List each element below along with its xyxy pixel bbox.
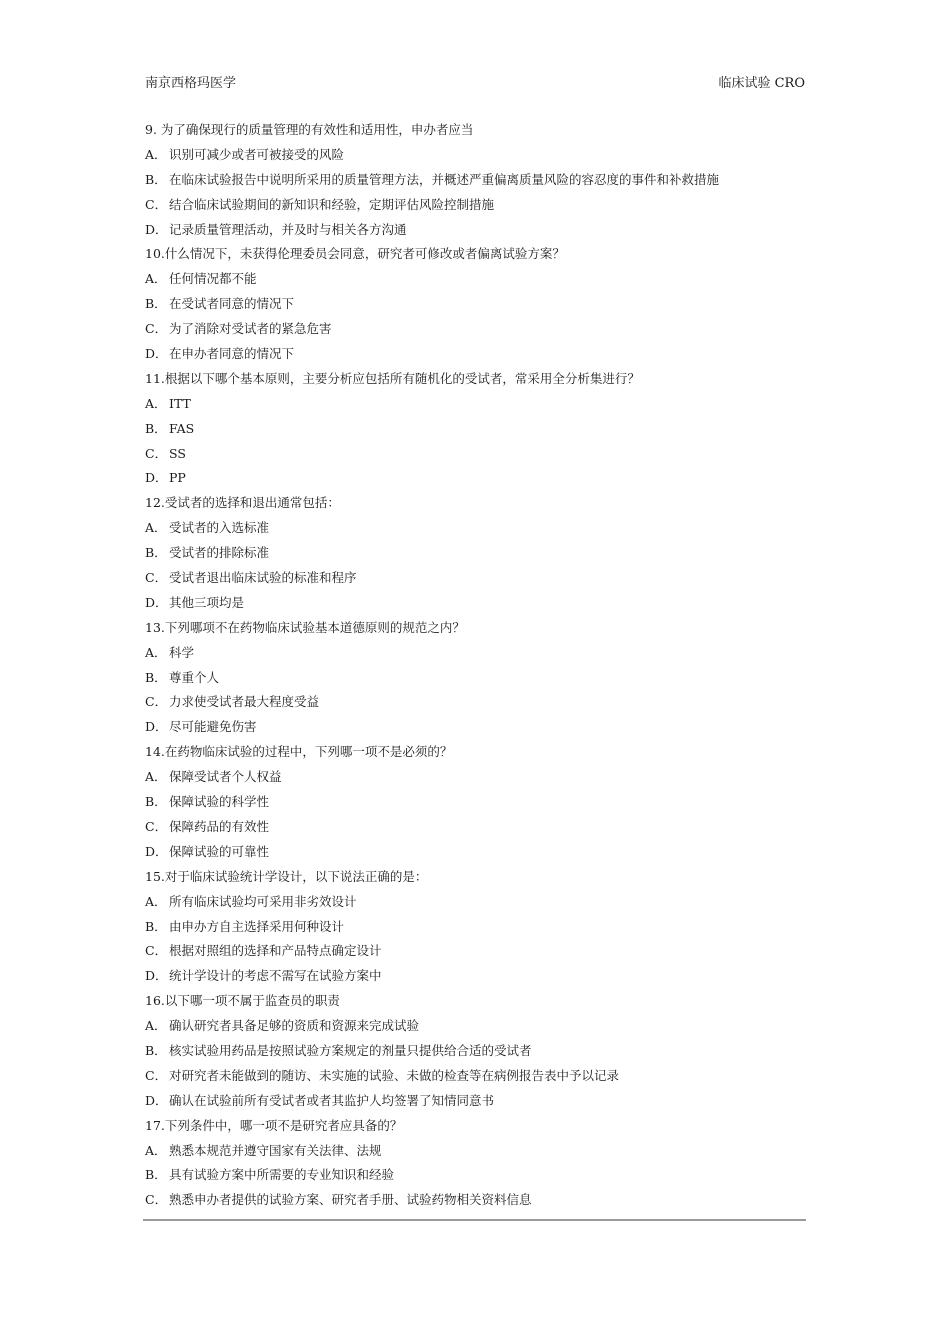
- option-letter: D．: [145, 221, 168, 237]
- option-text: 尊重个人: [169, 669, 220, 685]
- answer-option: [145, 840, 810, 865]
- option-text: 任何情况都不能: [169, 271, 257, 287]
- option-letter: D．: [145, 594, 168, 610]
- answer-option: [145, 292, 810, 317]
- header-category: 临床试验 CRO: [718, 76, 805, 91]
- option-text: 在受试者同意的情况下: [169, 296, 295, 312]
- answer-option: [145, 715, 810, 740]
- answer-option: [145, 218, 810, 243]
- answer-option: [145, 690, 810, 715]
- answer-option: [145, 1188, 810, 1213]
- option-letter: A．: [145, 644, 167, 660]
- answer-option: [145, 964, 810, 989]
- question-stem: 12.受试者的选择和退出通常包括：: [145, 495, 340, 511]
- option-letter: B．: [145, 794, 167, 810]
- answer-option: [145, 1064, 810, 1089]
- option-letter: A．: [145, 1018, 167, 1034]
- option-text: 熟悉申办者提供的试验方案、研究者手册、试验药物相关资料信息: [169, 1192, 532, 1208]
- option-text: 确认在试验前所有受试者或者其监护人均签署了知情同意书: [169, 1092, 495, 1108]
- option-text: PP: [169, 470, 186, 486]
- question-stem: 15.对于临床试验统计学设计，以下说法正确的是：: [145, 868, 428, 884]
- option-text: 在临床试验报告中说明所采用的质量管理方法，并概述严重偏离质量风险的容忍度的事件和补救措施: [169, 171, 720, 187]
- option-letter: B．: [145, 296, 167, 312]
- option-letter: C．: [145, 1067, 168, 1083]
- footer-divider: [143, 1219, 806, 1221]
- question-stem: 17.下列条件中，哪一项不是研究者应具备的？: [145, 1117, 403, 1133]
- option-letter: A．: [145, 769, 167, 785]
- option-text: 确认研究者具备足够的资质和资源来完成试验: [169, 1018, 420, 1034]
- answer-option: [145, 193, 810, 218]
- question-stem: 9. 为了确保现行的质量管理的有效性和适用性，申办者应当: [145, 122, 474, 137]
- option-text: 统计学设计的考虑不需写在试验方案中: [169, 968, 382, 984]
- option-letter: C．: [145, 818, 168, 834]
- option-letter: A．: [145, 893, 167, 909]
- answer-option: [145, 317, 810, 342]
- answer-option: [145, 1014, 810, 1039]
- option-letter: B．: [145, 1167, 167, 1183]
- option-letter: C．: [145, 694, 168, 710]
- answer-option: [145, 267, 810, 292]
- option-text: 科学: [169, 644, 195, 660]
- option-text: 对研究者未能做到的随访、未实施的试验、未做的检查等在病例报告表中予以记录: [169, 1067, 620, 1083]
- option-text: 保障受试者个人权益: [169, 769, 282, 785]
- option-text: 力求使受试者最大程度受益: [169, 694, 320, 710]
- option-text: 保障试验的科学性: [169, 794, 270, 810]
- answer-option: [145, 1163, 810, 1188]
- answer-option: [145, 815, 810, 840]
- option-text: FAS: [169, 420, 195, 436]
- option-text: 受试者的入选标准: [169, 520, 270, 536]
- option-letter: C．: [145, 445, 168, 461]
- answer-option: [145, 541, 810, 566]
- answer-option: [145, 466, 810, 491]
- option-letter: A．: [145, 395, 167, 411]
- answer-option: [145, 566, 810, 591]
- question-stem: 13.下列哪项不在药物临床试验基本道德原则的规范之内？: [145, 619, 465, 635]
- option-text: 所有临床试验均可采用非劣效设计: [169, 893, 357, 909]
- option-text: 识别可减少或者可被接受的风险: [169, 146, 345, 162]
- page-header: [145, 72, 805, 92]
- option-letter: D．: [145, 968, 168, 984]
- option-text: 结合临床试验期间的新知识和经验，定期评估风险控制措施: [169, 196, 495, 212]
- option-letter: C．: [145, 943, 168, 959]
- option-text: 保障药品的有效性: [169, 818, 270, 834]
- answer-option: [145, 1139, 810, 1164]
- answer-option: [145, 392, 810, 417]
- answer-option: [145, 890, 810, 915]
- question-stem: 11.根据以下哪个基本原则，主要分析应包括所有随机化的受试者，常采用全分析集进行？: [145, 370, 640, 386]
- question-stem: 16.以下哪一项不属于监查员的职责: [145, 993, 340, 1009]
- answer-option: [145, 143, 810, 168]
- answer-option: [145, 666, 810, 691]
- header-organization: 南京西格玛医学: [145, 76, 237, 91]
- question-list: [145, 118, 810, 1213]
- option-text: ITT: [169, 395, 191, 411]
- answer-option: [145, 591, 810, 616]
- option-letter: D．: [145, 1092, 168, 1108]
- option-letter: B．: [145, 918, 167, 934]
- option-letter: A．: [145, 271, 167, 287]
- option-letter: A．: [145, 146, 167, 162]
- answer-option: [145, 1039, 810, 1064]
- option-letter: C．: [145, 570, 168, 586]
- option-text: 保障试验的可靠性: [169, 843, 270, 859]
- answer-option: [145, 442, 810, 467]
- question-stem: 14.在药物临床试验的过程中，下列哪一项不是必须的？: [145, 744, 453, 760]
- option-text: 根据对照组的选择和产品特点确定设计: [169, 943, 382, 959]
- option-letter: C．: [145, 321, 168, 337]
- option-letter: B．: [145, 1042, 167, 1058]
- option-text: 记录质量管理活动，并及时与相关各方沟通: [169, 221, 407, 237]
- option-text: 受试者退出临床试验的标准和程序: [169, 570, 357, 586]
- option-letter: D．: [145, 843, 168, 859]
- option-text: SS: [169, 445, 186, 461]
- option-letter: A．: [145, 1142, 167, 1158]
- option-letter: C．: [145, 1192, 168, 1208]
- option-text: 在申办者同意的情况下: [169, 346, 295, 362]
- option-letter: D．: [145, 470, 168, 486]
- option-text: 受试者的排除标准: [169, 545, 270, 561]
- option-text: 由申办方自主选择采用何种设计: [169, 918, 345, 934]
- option-letter: B．: [145, 669, 167, 685]
- option-text: 其他三项均是: [169, 594, 245, 610]
- option-text: 为了消除对受试者的紧急危害: [169, 321, 332, 337]
- answer-option: [145, 939, 810, 964]
- answer-option: [145, 168, 810, 193]
- answer-option: [145, 516, 810, 541]
- question-stem: 10.什么情况下，未获得伦理委员会同意，研究者可修改或者偏离试验方案？: [145, 246, 565, 262]
- option-letter: B．: [145, 171, 167, 187]
- answer-option: [145, 641, 810, 666]
- option-letter: A．: [145, 520, 167, 536]
- option-letter: D．: [145, 719, 168, 735]
- answer-option: [145, 915, 810, 940]
- option-text: 具有试验方案中所需要的专业知识和经验: [169, 1167, 395, 1183]
- option-letter: C．: [145, 196, 168, 212]
- answer-option: [145, 1089, 810, 1114]
- option-text: 尽可能避免伤害: [169, 719, 257, 735]
- answer-option: [145, 790, 810, 815]
- option-letter: B．: [145, 420, 167, 436]
- option-text: 熟悉本规范并遵守国家有关法律、法规: [169, 1142, 382, 1158]
- answer-option: [145, 417, 810, 442]
- option-letter: B．: [145, 545, 167, 561]
- answer-option: [145, 342, 810, 367]
- option-text: 核实试验用药品是按照试验方案规定的剂量只提供给合适的受试者: [169, 1042, 532, 1058]
- answer-option: [145, 765, 810, 790]
- option-letter: D．: [145, 346, 168, 362]
